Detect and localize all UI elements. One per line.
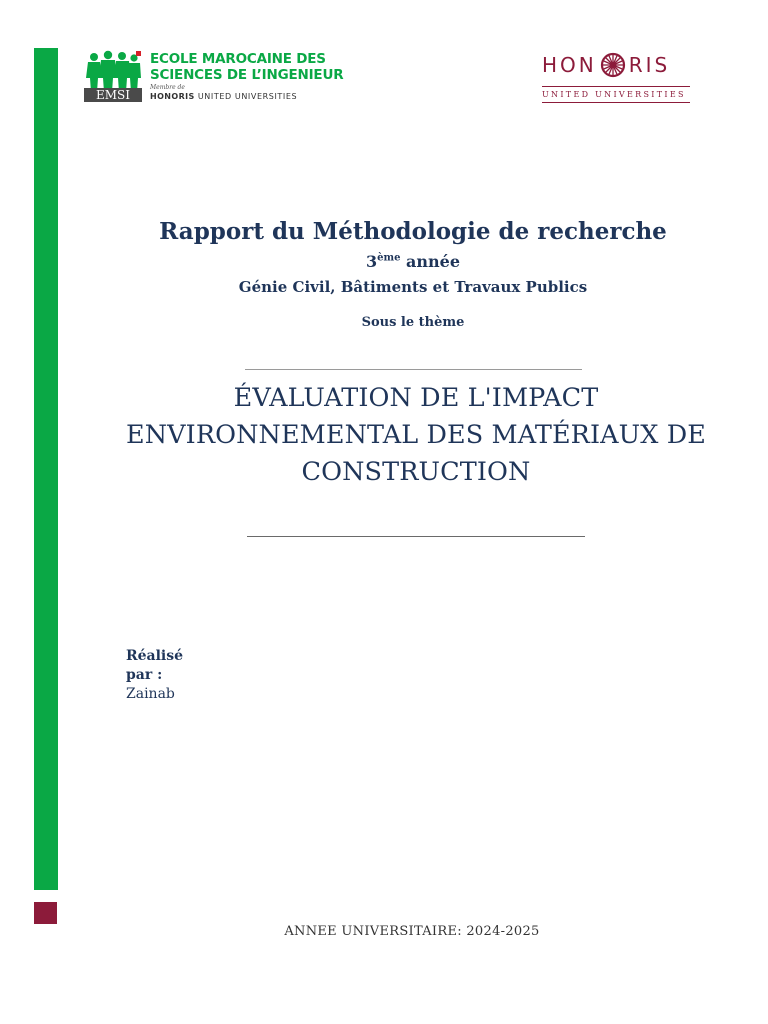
divider-bottom bbox=[247, 536, 585, 537]
year-word: année bbox=[400, 252, 460, 271]
emsi-member-label: Membre de bbox=[150, 84, 185, 91]
honoris-wordmark bbox=[542, 52, 670, 78]
emsi-name-line2: SCIENCES DE L’INGENIEUR bbox=[150, 67, 344, 83]
divider-top bbox=[245, 369, 582, 370]
emsi-united-universities: UNITED UNIVERSITIES bbox=[194, 92, 298, 101]
academic-year: ANNEE UNIVERSITAIRE: 2024-2025 bbox=[284, 924, 540, 939]
year-line bbox=[30, 252, 768, 271]
emsi-logo bbox=[84, 50, 344, 106]
year-number: 3 bbox=[365, 252, 378, 271]
emsi-honoris-line bbox=[150, 92, 297, 101]
realise-label: Réalisé par : bbox=[126, 648, 184, 683]
emsi-name-line1: ECOLE MAROCAINE DES bbox=[150, 51, 326, 67]
honoris-logo bbox=[540, 50, 692, 106]
report-title: Rapport du Méthodologie de recherche bbox=[159, 218, 667, 245]
emsi-emblem-icon bbox=[84, 50, 142, 102]
honoris-rule-top bbox=[542, 86, 690, 87]
theme-label: Sous le thème bbox=[361, 315, 465, 330]
program-name: Génie Civil, Bâtiments et Travaux Publics bbox=[238, 278, 588, 296]
year-superscript: ème bbox=[377, 252, 401, 264]
main-title: ÉVALUATION DE L'IMPACT ENVIRONNEMENTAL DES MATÉRIAUX DE CONSTRUCTION bbox=[126, 383, 706, 487]
honoris-subtitle: UNITED UNIVERSITIES bbox=[542, 90, 686, 99]
green-side-bar bbox=[34, 48, 58, 890]
emsi-emblem-text: EMSI bbox=[95, 88, 131, 102]
honoris-rule-bottom bbox=[542, 102, 690, 103]
author-block bbox=[126, 647, 196, 698]
emsi-honoris-word: HONORIS bbox=[150, 92, 195, 101]
honoris-right: RIS bbox=[628, 53, 671, 77]
accent-square bbox=[34, 902, 57, 924]
author-name: Zainab bbox=[126, 686, 175, 698]
honoris-wheel-icon bbox=[600, 52, 626, 78]
honoris-left: HON bbox=[542, 53, 597, 77]
